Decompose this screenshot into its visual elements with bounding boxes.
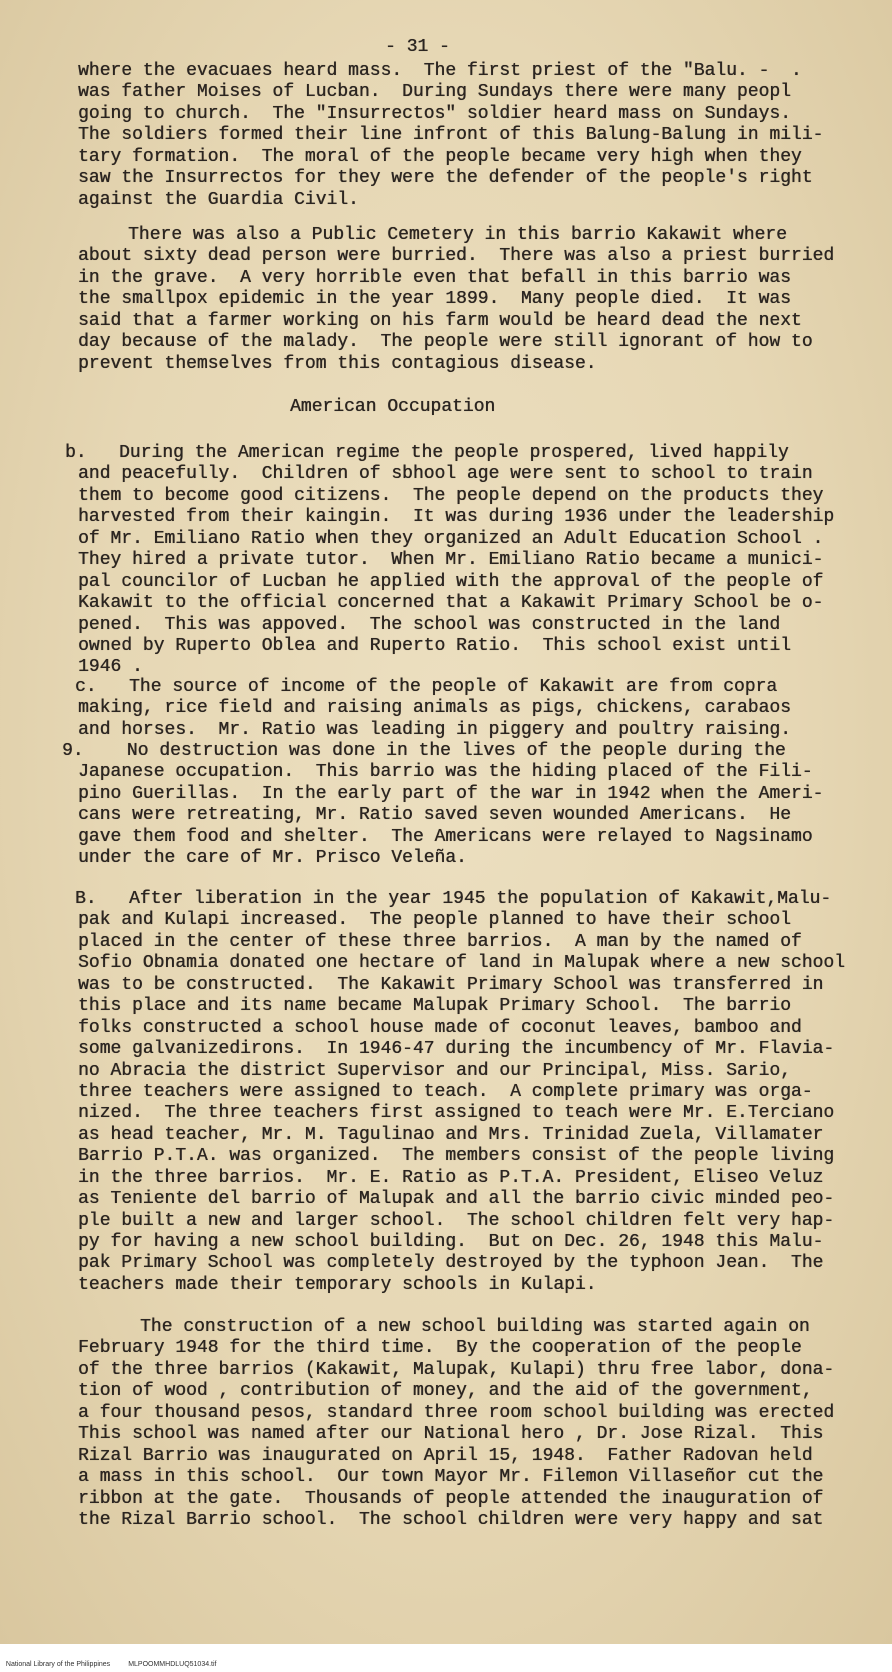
text-line: and horses. Mr. Ratio was leading in piggery and poultry raising. xyxy=(78,719,791,740)
text-line: 1946 . xyxy=(78,657,143,678)
text-line: as head teacher, Mr. M. Tagulinao and Mrs. Trinidad Zuela, Villamater xyxy=(78,1124,824,1145)
paragraph-9 xyxy=(62,741,824,870)
text-line: pino Guerillas. In the early part of the war in 1942 when the Ameri- xyxy=(78,783,824,804)
paragraph-B xyxy=(75,889,845,1296)
paragraph-2 xyxy=(78,225,834,375)
footer-filename: MLPOOMMHDLUQ51034.tif xyxy=(128,1661,217,1668)
text-line: pal councilor of Lucban he applied with the approval of the people of xyxy=(78,571,824,592)
scan-footer xyxy=(0,1644,892,1668)
paragraph-last xyxy=(78,1317,834,1531)
text-line: They hired a private tutor. When Mr. Emiliano Ratio became a munici- xyxy=(78,550,824,571)
text-line: and peacefully. Children of sbhool age were sent to school to train xyxy=(78,464,813,485)
text-line: of Mr. Emiliano Ratio when they organized an Adult Education School . xyxy=(78,528,824,549)
text-line: prevent themselves from this contagious disease. xyxy=(78,353,597,374)
text-line: in the grave. A very horrible even that befall in this barrio was xyxy=(78,267,791,288)
text-line: was father Moises of Lucban. During Sundays there were many peopl xyxy=(78,82,791,103)
text-line: tary formation. The moral of the people became very high when they xyxy=(78,146,802,167)
text-line: folks constructed a school house made of coconut leaves, bamboo and xyxy=(78,1017,802,1038)
text-line: nized. The three teachers first assigned to teach were Mr. E.Terciano xyxy=(78,1103,835,1124)
text-line: Barrio P.T.A. was organized. The members consist of the people living xyxy=(78,1146,835,1167)
text-line: cans were retreating, Mr. Ratio saved seven wounded Americans. He xyxy=(78,805,791,826)
text-line: against the Guardia Civil. xyxy=(78,189,359,210)
text-line: three teachers were assigned to teach. A complete primary was orga- xyxy=(78,1081,813,1102)
text-line: making, rice field and raising animals as pigs, chickens, carabaos xyxy=(78,698,791,719)
text-line: about sixty dead person were burried. There was also a priest burried xyxy=(78,246,835,267)
text-line: of the three barrios (Kakawit, Malupak, Kulapi) thru free labor, dona- xyxy=(78,1359,835,1380)
text-line: py for having a new school building. But on Dec. 26, 1948 this Malu- xyxy=(78,1232,824,1252)
text-line: day because of the malady. The people were still ignorant of how to xyxy=(78,332,813,353)
text-line: as Teniente del barrio of Malupak and all the barrio civic minded peo- xyxy=(78,1189,835,1210)
text-line: pened. This was appoved. The school was constructed in the land xyxy=(78,614,781,635)
text-line: the smallpox epidemic in the year 1899. Many people died. It was xyxy=(78,289,791,310)
text-line: There was also a Public Cemetery in this barrio Kakawit where xyxy=(128,225,787,245)
text-line: pak and Kulapi increased. The people planned to have their school xyxy=(78,910,791,931)
text-line: was to be constructed. The Kakawit Primary School was transferred in xyxy=(78,974,824,995)
text-line: B. After liberation in the year 1945 the population of Kakawit,Malu- xyxy=(75,889,832,909)
text-line: Japanese occupation. This barrio was the hiding placed of the Fili- xyxy=(78,762,813,783)
text-line: said that a farmer working on his farm would be heard dead the next xyxy=(78,310,802,331)
text-line: owned by Ruperto Oblea and Ruperto Ratio. This school exist until xyxy=(78,635,791,656)
text-line: The construction of a new school building was started again on xyxy=(140,1317,810,1337)
text-line: where the evacuaes heard mass. The first priest of the "Balu. - . xyxy=(78,61,802,81)
text-line: ple built a new and larger school. The school children felt very hap- xyxy=(78,1210,835,1231)
text-line: them to become good citizens. The people depend on the products they xyxy=(78,485,824,506)
text-line: going to church. The "Insurrectos" soldier heard mass on Sundays. xyxy=(78,103,791,124)
text-line: 9. No destruction was done in the lives of the people during the xyxy=(62,741,786,761)
text-line: some galvanizedirons. In 1946-47 during the incumbency of Mr. Flavia- xyxy=(78,1039,835,1060)
text-line: Sofio Obnamia donated one hectare of land in Malupak where a new school xyxy=(78,953,845,974)
paragraph-c xyxy=(75,677,791,741)
text-line: harvested from their kaingin. It was during 1936 under the leadership xyxy=(78,507,835,528)
text-line: this place and its name became Malupak Primary School. The barrio xyxy=(78,996,791,1017)
text-line: placed in the center of these three barrios. A man by the named of xyxy=(78,931,802,952)
paragraph-b xyxy=(65,443,835,679)
text-line: teachers made their temporary schools in Kulapi. xyxy=(78,1274,597,1295)
text-line: gave them food and shelter. The Americans were relayed to Nagsinamo xyxy=(78,826,813,847)
text-line: The soldiers formed their line infront of this Balung-Balung in mili- xyxy=(78,125,824,146)
page-number: - 31 - xyxy=(385,37,450,57)
section-heading: American Occupation xyxy=(290,397,496,417)
text-line: in the three barrios. Mr. E. Ratio as P.T.A. President, Eliseo Veluz xyxy=(78,1167,824,1188)
text-line: pak Primary School was completely destroyed by the typhoon Jean. The xyxy=(78,1253,824,1274)
text-line: b. During the American regime the people prospered, lived happily xyxy=(65,443,789,463)
text-line: Rizal Barrio was inaugurated on April 15, 1948. Father Radovan held xyxy=(78,1445,813,1466)
text-line: a mass in this school. Our town Mayor Mr. Filemon Villaseñor cut the xyxy=(78,1467,824,1488)
text-line: Kakawit to the official concerned that a Kakawit Primary School be o- xyxy=(78,593,824,614)
text-line: no Abracia the district Supervisor and our Principal, Miss. Sario, xyxy=(78,1060,791,1081)
text-line: c. The source of income of the people of Kakawit are from copra xyxy=(75,677,778,697)
text-line: ribbon at the gate. Thousands of people attended the inauguration of xyxy=(78,1488,824,1509)
text-line: saw the Insurrectos for they were the defender of the people's right xyxy=(78,168,813,189)
paragraph-1 xyxy=(78,61,823,211)
text-line: tion of wood , contribution of money, and the aid of the government, xyxy=(78,1381,813,1402)
text-line: February 1948 for the third time. By the cooperation of the people xyxy=(78,1338,802,1359)
footer-library: National Library of the Philippines xyxy=(5,1661,111,1668)
text-line: under the care of Mr. Prisco Veleña. xyxy=(78,848,467,869)
text-line: the Rizal Barrio school. The school children were very happy and sat xyxy=(78,1509,824,1530)
text-line: This school was named after our National hero , Dr. Jose Rizal. This xyxy=(78,1424,824,1445)
text-line: a four thousand pesos, standard three room school building was erected xyxy=(78,1402,835,1423)
